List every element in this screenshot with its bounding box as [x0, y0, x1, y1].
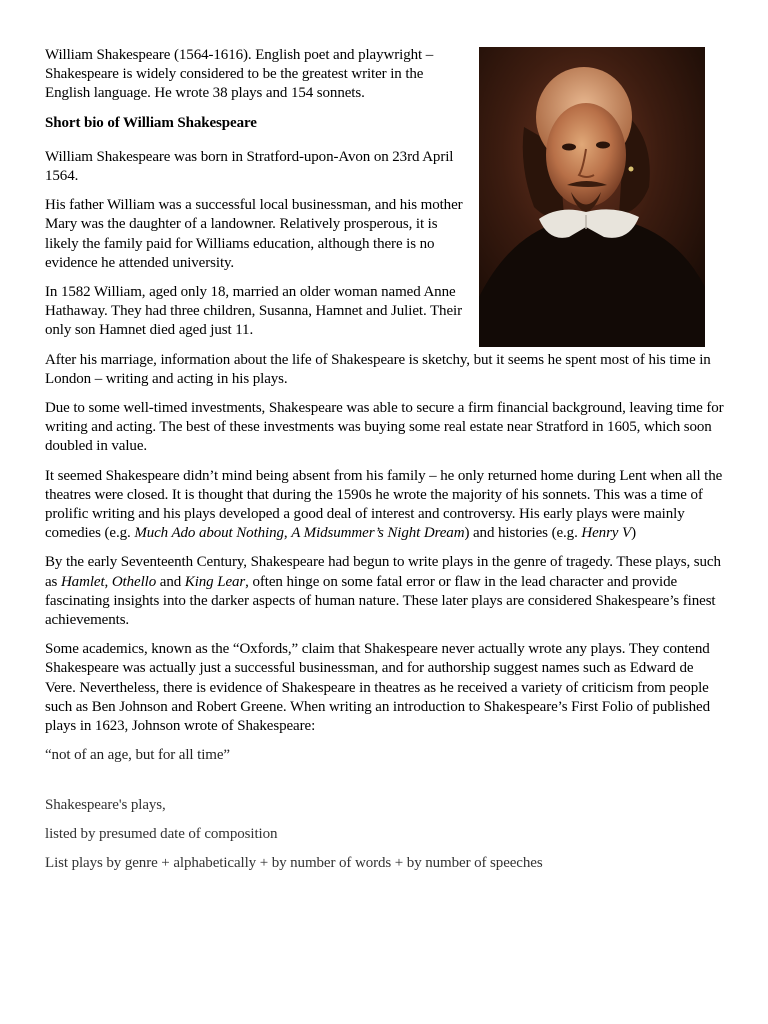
marriage-paragraph: In 1582 William, aged only 18, married an older woman named Anne Hathaway. They had three children, Susanna, Hamnet and Juliet. Their only son Hamnet died aged just 11. — [45, 284, 462, 339]
play-title-othello: Othello — [111, 573, 157, 590]
section-heading: Short bio of William Shakespeare — [45, 114, 257, 131]
play-title-king-lear: King Lear — [184, 573, 246, 590]
play-title-henry-v: Henry V — [581, 525, 632, 542]
tragedy-text-1: By the early Seventeenth Century, Shakespeare had begun to write plays in the genre of tragedy. These plays, such as — [45, 554, 721, 590]
document-page — [45, 46, 725, 883]
shakespeare-portrait — [479, 47, 705, 347]
tragedy-paragraph — [45, 553, 725, 630]
tragedy-separator-2: and — [156, 573, 185, 590]
investments-paragraph: Due to some well-timed investments, Shakespeare was able to secure a firm financial background, leaving time for writing and acting. The best of these investments was buying some real estate near Stratford in 1605, which soon doubled in value. — [45, 400, 724, 455]
tragedy-text-2: , often hinge on some fatal error or flaw in the lead character and provide fascinating insights into the darker aspects of human nature. These later plays are considered Shakespeare’s finest achievements. — [45, 573, 716, 629]
plays-listed-note: listed by presumed date of composition — [45, 825, 278, 842]
london-paragraph: After his marriage, information about the life of Shakespeare is sketchy, but it seems he spent most of his time in London – writing and acting in his plays. — [45, 351, 711, 387]
plays-list-options: List plays by genre + alphabetically + by number of words + by number of speeches — [45, 854, 543, 871]
sonnets-separator-1: , — [283, 525, 292, 542]
sonnets-paragraph — [45, 467, 725, 544]
tragedy-separator-1: , — [104, 573, 112, 590]
intro-paragraph: William Shakespeare (1564-1616). English poet and playwright – Shakespeare is widely considered to be the greatest writer in the English language. He wrote 38 plays and 154 sonnets. — [45, 47, 434, 102]
play-title-midsummer: A Midsummer’s Night Dream — [291, 525, 465, 542]
sonnets-text-3: ) — [631, 525, 636, 542]
born-paragraph: William Shakespeare was born in Stratford-upon-Avon on 23rd April 1564. — [45, 148, 454, 185]
play-title-much-ado: Much Ado about Nothing — [134, 525, 284, 542]
plays-heading: Shakespeare's plays, — [45, 796, 166, 813]
play-title-hamlet: Hamlet — [60, 573, 105, 590]
johnson-quote: “not of an age, but for all time” — [45, 747, 230, 764]
sonnets-text-1: It seemed Shakespeare didn’t mind being absent from his family – he only returned home during Lent when all the theatres were closed. It is thought that during the 1590s he wrote the majority of his sonnets. This was a time of prolific writing and his plays developed a good deal of interest and controversy. His early plays were mainly comedies (e.g. — [45, 467, 723, 542]
oxfords-paragraph: Some academics, known as the “Oxfords,” claim that Shakespeare never actually wrote any plays. They contend Shakespeare was actually just a successful businessman, and for authorship suggest names such as Edward de Vere. Nevertheless, there is evidence of Shakespeare in theatres as he received a variety of criticism from people such as Ben Johnson and Robert Greene. When writing an introduction to Shakespeare’s First Folio of published plays in 1623, Johnson wrote of Shakespeare: — [45, 641, 710, 735]
family-paragraph: His father William was a successful local businessman, and his mother Mary was the daughter of a landowner. Relatively prosperous, it is likely the family paid for Williams education, although there is no evidence he attended university. — [45, 197, 463, 271]
portrait-illustration — [479, 47, 705, 347]
sonnets-text-2: ) and histories (e.g. — [464, 525, 582, 542]
